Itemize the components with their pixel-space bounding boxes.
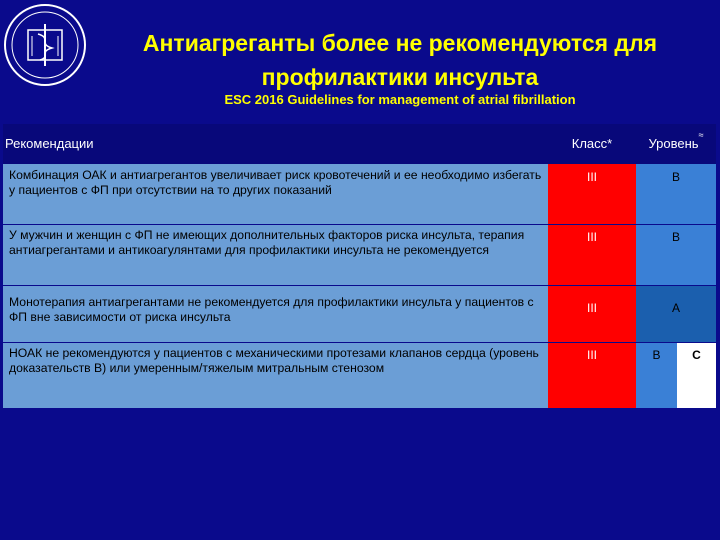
table-row-2-level: B [636, 224, 716, 285]
title-line-2: профилактики инсульта [261, 64, 539, 90]
table-row-1-recommendation: Комбинация ОАК и антиагрегантов увеличивает риск кровотечений и ее необходимо избегать у пациентов с ФП при отсутствии на то других показаний [3, 164, 548, 224]
table-row-3-level: A [636, 285, 716, 342]
header-level: Уровень≈ [636, 124, 716, 164]
table-row-1-level: B [636, 164, 716, 224]
table-row-4-recommendation: НОАК не рекомендуются у пациентов с механическими протезами клапанов сердца (уровень доказательств В) или умеренным/тяжелым митральным стенозом [3, 342, 548, 408]
header-recommendation: Рекомендации [3, 124, 548, 164]
table-row-2-class: III [548, 224, 636, 285]
row-divider [3, 342, 716, 343]
header-class: Класс* [548, 124, 636, 164]
table-row-4-class: III [548, 342, 636, 408]
row-divider [3, 285, 716, 286]
table-row-2-recommendation: У мужчин и женщин с ФП не имеющих дополнительных факторов риска инсульта, терапия антиагрегантами и антикоагулянтами для профилактики инсульта не рекомендуется [3, 224, 548, 285]
header-level-mark: ≈ [698, 130, 704, 140]
row-divider [3, 224, 716, 225]
page-subtitle: ESC 2016 Guidelines for management of atrial fibrillation [224, 92, 576, 107]
page-title [100, 26, 700, 94]
table-row-4-level-2: C [677, 342, 716, 408]
table-row-3-recommendation: Монотерапия антиагрегантами не рекомендуется для профилактики инсульта у пациентов с ФП вне зависимости от риска инсульта [3, 285, 548, 342]
table-row-3-class: III [548, 285, 636, 342]
title-line-1: Антиагреганты более не рекомендуются для [142, 30, 658, 56]
table-row-1-class: III [548, 164, 636, 224]
society-emblem-logo [2, 2, 88, 88]
recommendations-table [3, 124, 716, 408]
table-row-4-level: B [636, 342, 677, 408]
